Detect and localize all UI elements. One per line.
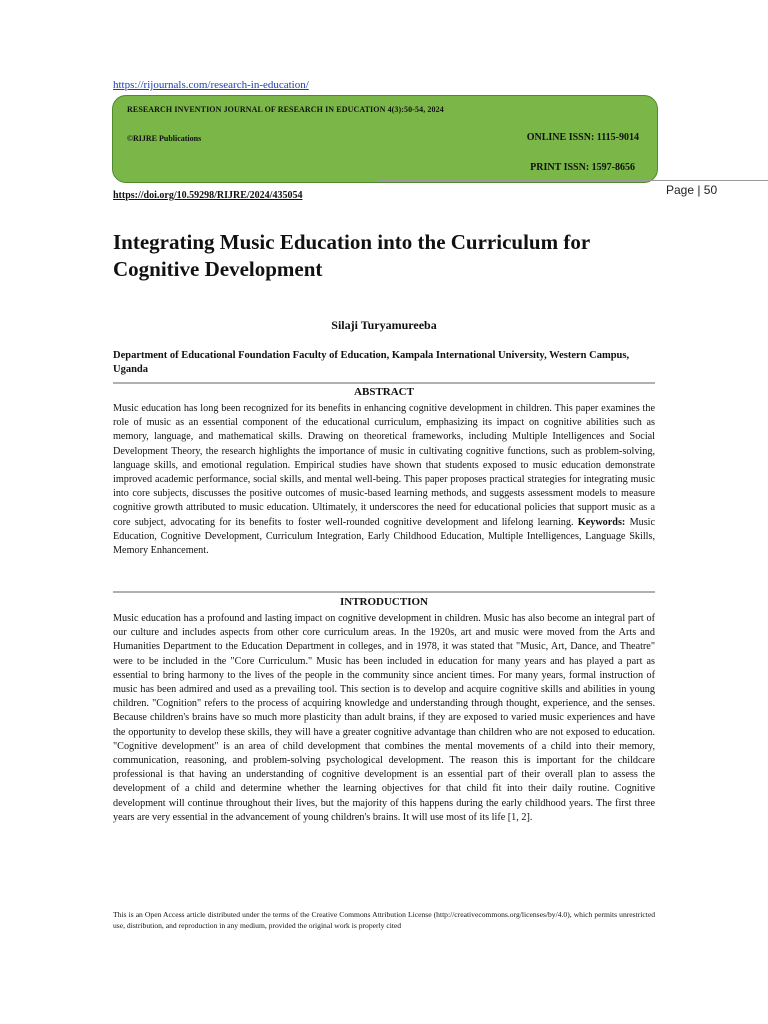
abstract-body: Music education has long been recognized for its benefits in enhancing cognitive development in children. This paper examines the role of music as an essential component of the educational curriculum, emphasizing its impact on cognitive abilities such as memory, language, and mathematical skills. Drawing on theoretical frameworks, including Multiple Intelligences and Social Development Theory, the research highlights the importance of music in cultivating cognitive functions, such as problem-solving, language skills, and emotional regulation. Empirical studies have shown that students exposed to music education demonstrate improved academic performance, social skills, and mental well-being. This paper proposes practical strategies for integrating music into core subjects, discusses the positive outcomes of music-based learning methods, and suggests assessment models to measure cognitive growth attributed to music education. Ultimately, it underscores the need for educational policies that support music as a core subject, advocating for its benefits to foster well-rounded cognitive development and lifelong learning. bbox=[113, 403, 655, 528]
doi-link[interactable]: https://doi.org/10.59298/RIJRE/2024/435054 bbox=[113, 190, 303, 201]
author-name: Silaji Turyamureeba bbox=[331, 318, 437, 332]
abstract-top-rule bbox=[113, 382, 655, 384]
keywords-label: Keywords: bbox=[577, 516, 626, 528]
introduction-top-rule bbox=[113, 591, 655, 593]
journal-banner bbox=[112, 95, 658, 183]
author-affiliation: Department of Educational Foundation Faculty of Education, Kampala International University, Western Campus, Uganda bbox=[113, 350, 630, 375]
journal-url-link[interactable]: https://rijournals.com/research-in-education/ bbox=[113, 79, 309, 91]
introduction-text: Music education has a profound and lasting impact on cognitive development in children. Music has also become an integral part of our culture and includes aspects from other core curriculum areas. In the 1920s, art and music were moved from the Arts and Humanities Department to the Education Department in colleges, and in 1978, it was stated that "Music, Art, Dance, and Theatre" were to be included in the "Core Curriculum." Music has been included in education for many years and has played a part as essential to bring harmony to the lives of the people in the community since ancient times. For many years, formal instruction of music has been admired and used as a prevailing tool. This section is to develop and acquire cognitive skills and abilities in young children. "Cognition" refers to the process of acquiring knowledge and understanding through thought, experience, and the senses. Because children's brains have so much more plasticity than adult brains, if they are exposed to varied music experiences and have the opportunity to develop these skills, they will have a greater cognitive advantage than children who are not exposed to education. "Cognitive development" is an area of child development that combines the mental movements of a child into their memory, communication, reasoning, and problem-solving psychological development. The reason this is important for the childcare professional is that having an understanding of cognitive development is an essential part of their overall plan to assess the development of a child and determine whether the learning objectives for that child fit into their daily routine. Cognitive development will continue throughout their lives, but the majority of this happens during the early childhood years. The first three years are very essential in the advancement of young children's brains. It will use most of its life [1, 2]. bbox=[113, 613, 655, 823]
journal-title-line: RESEARCH INVENTION JOURNAL OF RESEARCH IN EDUCATION 4(3):50-54, 2024 bbox=[127, 105, 444, 114]
license-footer: This is an Open Access article distributed under the terms of the Creative Commons Attribution License (http://creativecommons.org/licenses/by/4.0), which permits unrestricted use, distribution, and reproduction in any medium, provided the original work is properly cited bbox=[113, 910, 655, 930]
keywords-list: Music Education, Cognitive Development, Curriculum Integration, Early Childhood Education, Multiple Intelligences, Language Skills, Memory Enhancement. bbox=[113, 516, 656, 557]
abstract-text bbox=[113, 402, 655, 558]
page-number: Page | 50 bbox=[666, 183, 718, 197]
online-issn: ONLINE ISSN: 1115-9014 bbox=[526, 132, 639, 143]
introduction-heading: INTRODUCTION bbox=[339, 596, 428, 608]
abstract-heading: ABSTRACT bbox=[354, 386, 414, 398]
publisher-label: ©RIJRE Publications bbox=[127, 134, 202, 143]
print-issn: PRINT ISSN: 1597-8656 bbox=[530, 162, 635, 173]
header-rule bbox=[378, 180, 768, 181]
article-title: Integrating Music Education into the Curriculum for Cognitive Development bbox=[113, 230, 590, 281]
